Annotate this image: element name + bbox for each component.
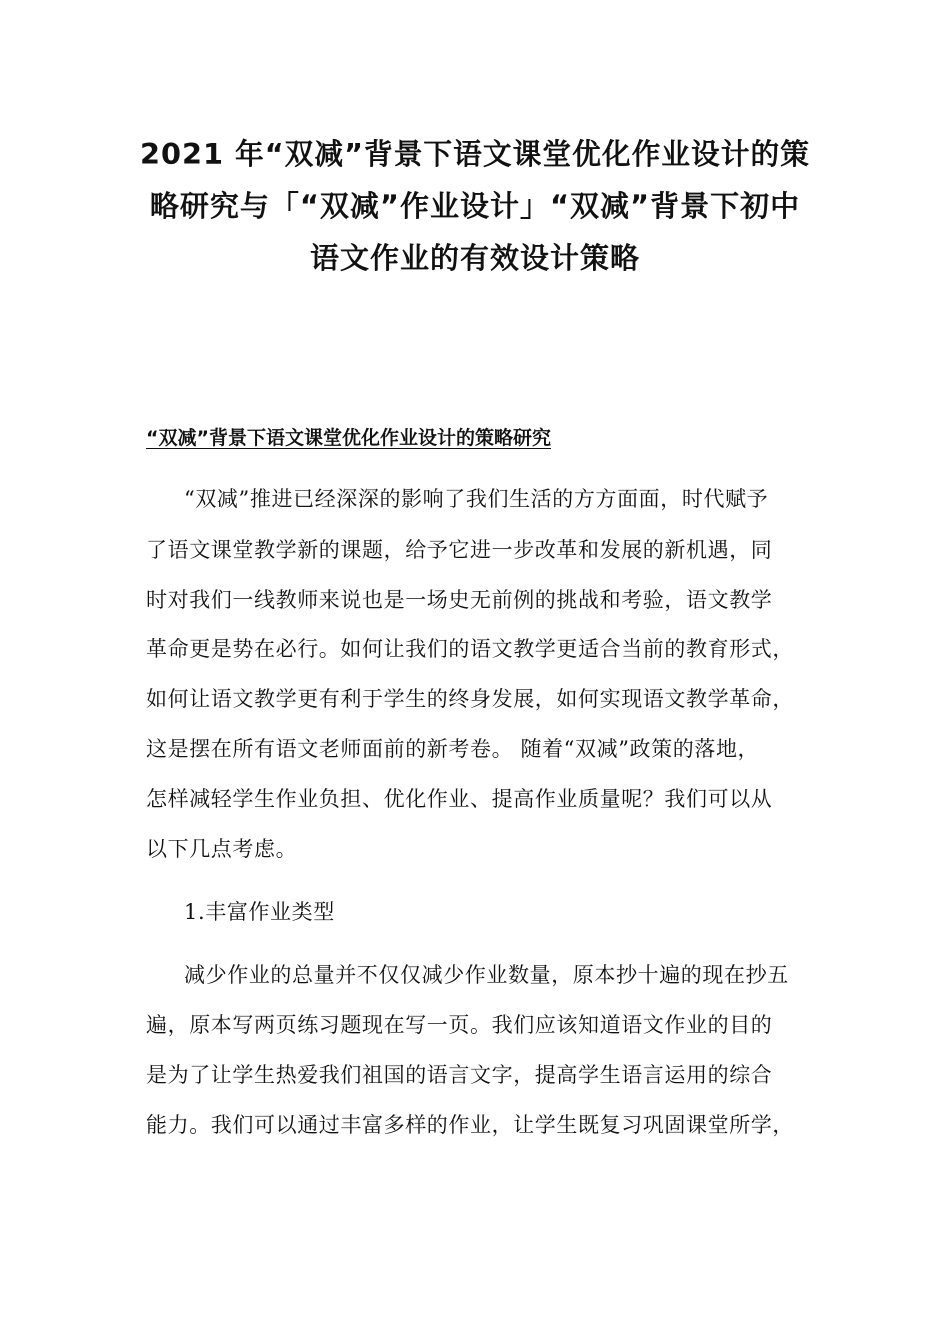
paragraph-line: 遍，原本写两页练习题现在写一页。我们应该知道语文作业的目的	[146, 1013, 773, 1037]
title-line: 略研究与「“双减”作业设计」“双减”背景下初中	[149, 189, 801, 223]
title-line: 语文作业的有效设计策略	[309, 241, 640, 275]
subheading: 1.丰富作业类型	[184, 900, 335, 924]
paragraph-line: 革命更是势在必行。如何让我们的语文教学更适合当前的教育形式，	[146, 637, 794, 661]
paragraph-line: “双减”推进已经深深的影响了我们生活的方方面面，时代赋予	[184, 487, 769, 511]
paragraph-line: 减少作业的总量并不仅仅减少作业数量，原本抄十遍的现在抄五	[184, 963, 789, 987]
paragraph-line: 怎样减轻学生作业负担、优化作业、提高作业质量呢？我们可以从	[146, 787, 773, 811]
paragraph-line: 这是摆在所有语文老师面前的新考卷。 随着“双减”政策的落地，	[146, 737, 760, 761]
paragraph-line: 如何让语文教学更有利于学生的终身发展，如何实现语文教学革命，	[146, 687, 794, 711]
paragraph-line: 是为了让学生热爱我们祖国的语言文字，提高学生语言运用的综合	[146, 1063, 773, 1087]
section-heading: “双减”背景下语文课堂优化作业设计的策略研究	[146, 427, 551, 449]
title-line: 2021 年“双减”背景下语文课堂优化作业设计的策	[140, 137, 810, 171]
paragraph-line: 时对我们一线教师来说也是一场史无前例的挑战和考验，语文教学	[146, 588, 773, 612]
paragraph-line: 以下几点考虑。	[146, 837, 298, 861]
paragraph-line: 了语文课堂教学新的课题，给予它进一步改革和发展的新机遇，同	[146, 538, 773, 562]
document-title	[140, 128, 810, 284]
paragraph-line: 能力。我们可以通过丰富多样的作业，让学生既复习巩固课堂所学，	[146, 1113, 794, 1137]
